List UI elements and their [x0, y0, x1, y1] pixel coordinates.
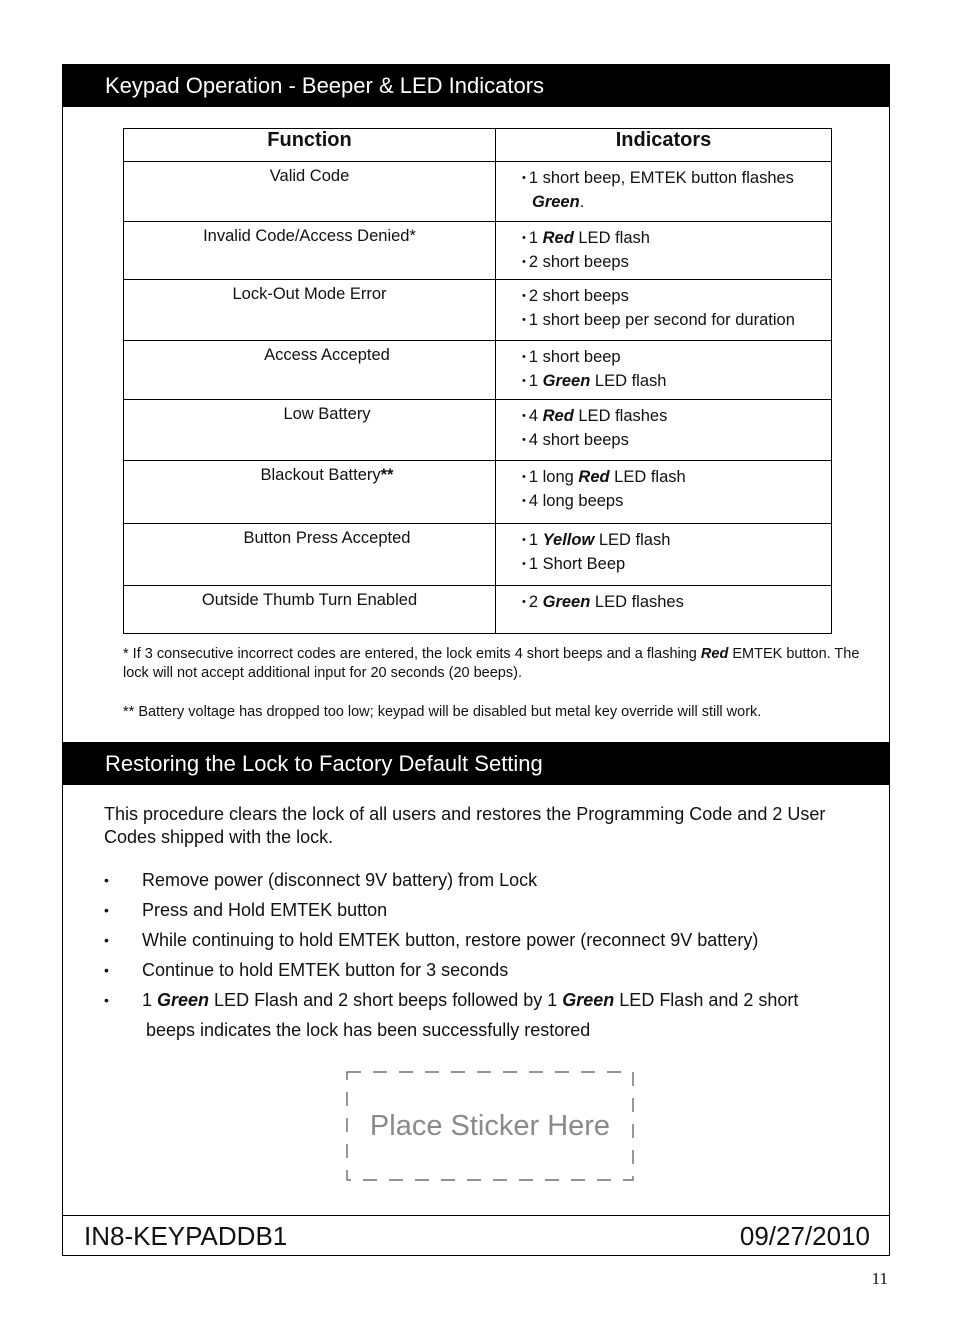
text-run: LED flash	[609, 468, 686, 486]
table-row	[124, 222, 832, 280]
bullet-icon: •	[522, 375, 526, 387]
indicators-cell	[496, 400, 832, 461]
footnote-battery: ** Battery voltage has dropped too low; keypad will be disabled but metal key override will still work.	[123, 704, 762, 720]
bullet-icon: •	[104, 902, 109, 918]
text-run: Continue to hold EMTEK button for 3 seconds	[142, 960, 509, 980]
indicators-cell	[496, 280, 832, 341]
indicators-table	[123, 128, 832, 634]
emphasis-color-word: Red	[542, 229, 574, 247]
function-suffix: **	[380, 466, 394, 484]
indicator-line	[522, 251, 821, 275]
emphasis-color-word: Red	[578, 468, 610, 486]
list-item	[104, 865, 864, 895]
indicator-line	[522, 370, 821, 394]
document-date: 09/27/2010	[739, 1221, 870, 1251]
indicator-line	[522, 429, 821, 453]
indicator-line	[522, 466, 821, 490]
text-run: 1 Short Beep	[528, 555, 626, 573]
indicator-line	[522, 529, 821, 553]
bullet-icon: •	[522, 351, 526, 363]
emphasis-color-word: Green	[532, 193, 580, 211]
bullet-icon: •	[522, 495, 526, 507]
bullet-icon: •	[522, 558, 526, 570]
text-run: 1 short beep	[528, 348, 621, 366]
bullet-icon: •	[104, 932, 109, 948]
function-cell	[124, 586, 496, 634]
table-header-row	[124, 129, 832, 162]
indicator-line	[522, 346, 821, 370]
bullet-icon: •	[522, 232, 526, 244]
function-cell	[124, 524, 496, 586]
indicators-cell	[496, 222, 832, 280]
text-run: 1 long	[528, 468, 579, 486]
bullet-icon: •	[522, 471, 526, 483]
indicator-line	[522, 167, 821, 191]
text-run: 1 short beep per second for duration	[528, 311, 795, 329]
bullet-icon: •	[522, 534, 526, 546]
indicator-line	[522, 405, 821, 429]
text-run: 2	[528, 593, 543, 611]
sticker-label: Place Sticker Here	[369, 1109, 611, 1142]
bullet-icon: •	[522, 290, 526, 302]
table-row	[124, 400, 832, 461]
bullet-icon: •	[522, 314, 526, 326]
emphasis-color-word: Green	[542, 593, 591, 611]
indicator-line	[522, 591, 821, 615]
function-label: Invalid Code/Access Denied*	[203, 227, 416, 245]
emphasis-color-word: Yellow	[542, 531, 595, 549]
text-run: Remove power (disconnect 9V battery) from Lock	[142, 870, 538, 890]
text-run: LED flash	[590, 372, 667, 390]
text-run: 4	[528, 407, 543, 425]
indicator-line	[522, 309, 821, 333]
indicators-cell	[496, 586, 832, 634]
bullet-icon: •	[104, 872, 109, 888]
text-run: 2 short beeps	[528, 287, 629, 305]
text-run: 2 short beeps	[528, 253, 629, 271]
indicators-cell	[496, 524, 832, 586]
table-row	[124, 586, 832, 634]
header-indicators: Indicators	[496, 129, 832, 162]
text-run: Press and Hold EMTEK button	[142, 900, 388, 920]
sticker-placeholder	[346, 1071, 634, 1181]
text-run: LED flash	[573, 229, 650, 247]
text-run: * If 3 consecutive incorrect codes are entered, the lock emits 4 short beeps and a flashing	[123, 646, 701, 662]
function-cell	[124, 222, 496, 280]
function-label: Access Accepted	[264, 346, 390, 364]
bullet-icon: •	[522, 434, 526, 446]
emphasis-color-word: Green	[157, 990, 210, 1010]
section-header-factory-default: Restoring the Lock to Factory Default Setting	[62, 742, 890, 785]
text-run: 1	[528, 372, 543, 390]
text-run: 1 short beep, EMTEK button flashes	[528, 169, 794, 187]
indicator-line	[522, 227, 821, 251]
text-run: .	[579, 193, 585, 211]
bullet-icon: •	[522, 410, 526, 422]
text-run: LED flashes	[573, 407, 668, 425]
indicators-cell	[496, 162, 832, 222]
text-run: While continuing to hold EMTEK button, restore power (reconnect 9V battery)	[142, 930, 759, 950]
list-item	[104, 985, 864, 1045]
list-item	[104, 955, 864, 985]
bullet-icon: •	[522, 596, 526, 608]
text-run: EMTEK button. The lock will not accept additional input for 20 seconds (20 beeps).	[123, 646, 860, 681]
function-label: Lock-Out Mode Error	[232, 285, 387, 303]
table-row	[124, 162, 832, 222]
bullet-icon: •	[104, 962, 109, 978]
function-label: Low Battery	[283, 405, 371, 423]
text-run: LED Flash and 2 short	[614, 990, 799, 1010]
bullet-icon: •	[522, 172, 526, 184]
indicator-line	[522, 553, 821, 577]
text-run: 1	[528, 531, 543, 549]
indicator-line	[522, 285, 821, 309]
function-cell	[124, 341, 496, 400]
function-cell	[124, 461, 496, 524]
text-run: LED flashes	[590, 593, 684, 611]
function-cell	[124, 280, 496, 341]
text-run: LED flash	[594, 531, 671, 549]
bullet-icon: •	[104, 992, 109, 1008]
emphasis-color-word: Red	[700, 646, 729, 662]
function-cell	[124, 400, 496, 461]
procedure-intro: This procedure clears the lock of all users and restores the Programming Code and 2 User Codes shipped with the lock.	[104, 804, 826, 847]
table-row	[124, 341, 832, 400]
text-run: LED Flash and 2 short beeps followed by 1	[209, 990, 563, 1010]
page-number: 11	[871, 1269, 888, 1288]
text-run: 4 long beeps	[528, 492, 624, 510]
emphasis-color-word: Red	[542, 407, 574, 425]
table-row	[124, 280, 832, 341]
text-run: 1	[528, 229, 543, 247]
footnote-incorrect-codes	[123, 645, 863, 683]
indicators-cell	[496, 341, 832, 400]
indicator-line	[522, 490, 821, 514]
footer	[62, 1215, 890, 1256]
list-item	[104, 895, 864, 925]
text-run: 1	[142, 990, 158, 1010]
emphasis-color-word: Green	[562, 990, 615, 1010]
bullet-icon: •	[522, 256, 526, 268]
table-row	[124, 461, 832, 524]
document-code: IN8-KEYPADDB1	[84, 1221, 288, 1251]
function-label: Outside Thumb Turn Enabled	[201, 591, 418, 609]
function-label: Blackout Battery	[260, 466, 381, 484]
step-continuation: beeps indicates the lock has been successfully restored	[146, 1020, 591, 1040]
section-header-keypad-operation: Keypad Operation - Beeper & LED Indicators	[62, 64, 890, 107]
indicators-cell	[496, 461, 832, 524]
list-item	[104, 925, 864, 955]
emphasis-color-word: Green	[542, 372, 591, 390]
header-function: Function	[124, 129, 496, 162]
table-row	[124, 524, 832, 586]
indicator-line	[522, 191, 821, 213]
function-label: Button Press Accepted	[243, 529, 411, 547]
procedure-steps	[104, 865, 864, 1045]
function-label: Valid Code	[269, 167, 350, 185]
function-cell	[124, 162, 496, 222]
text-run: 4 short beeps	[528, 431, 629, 449]
